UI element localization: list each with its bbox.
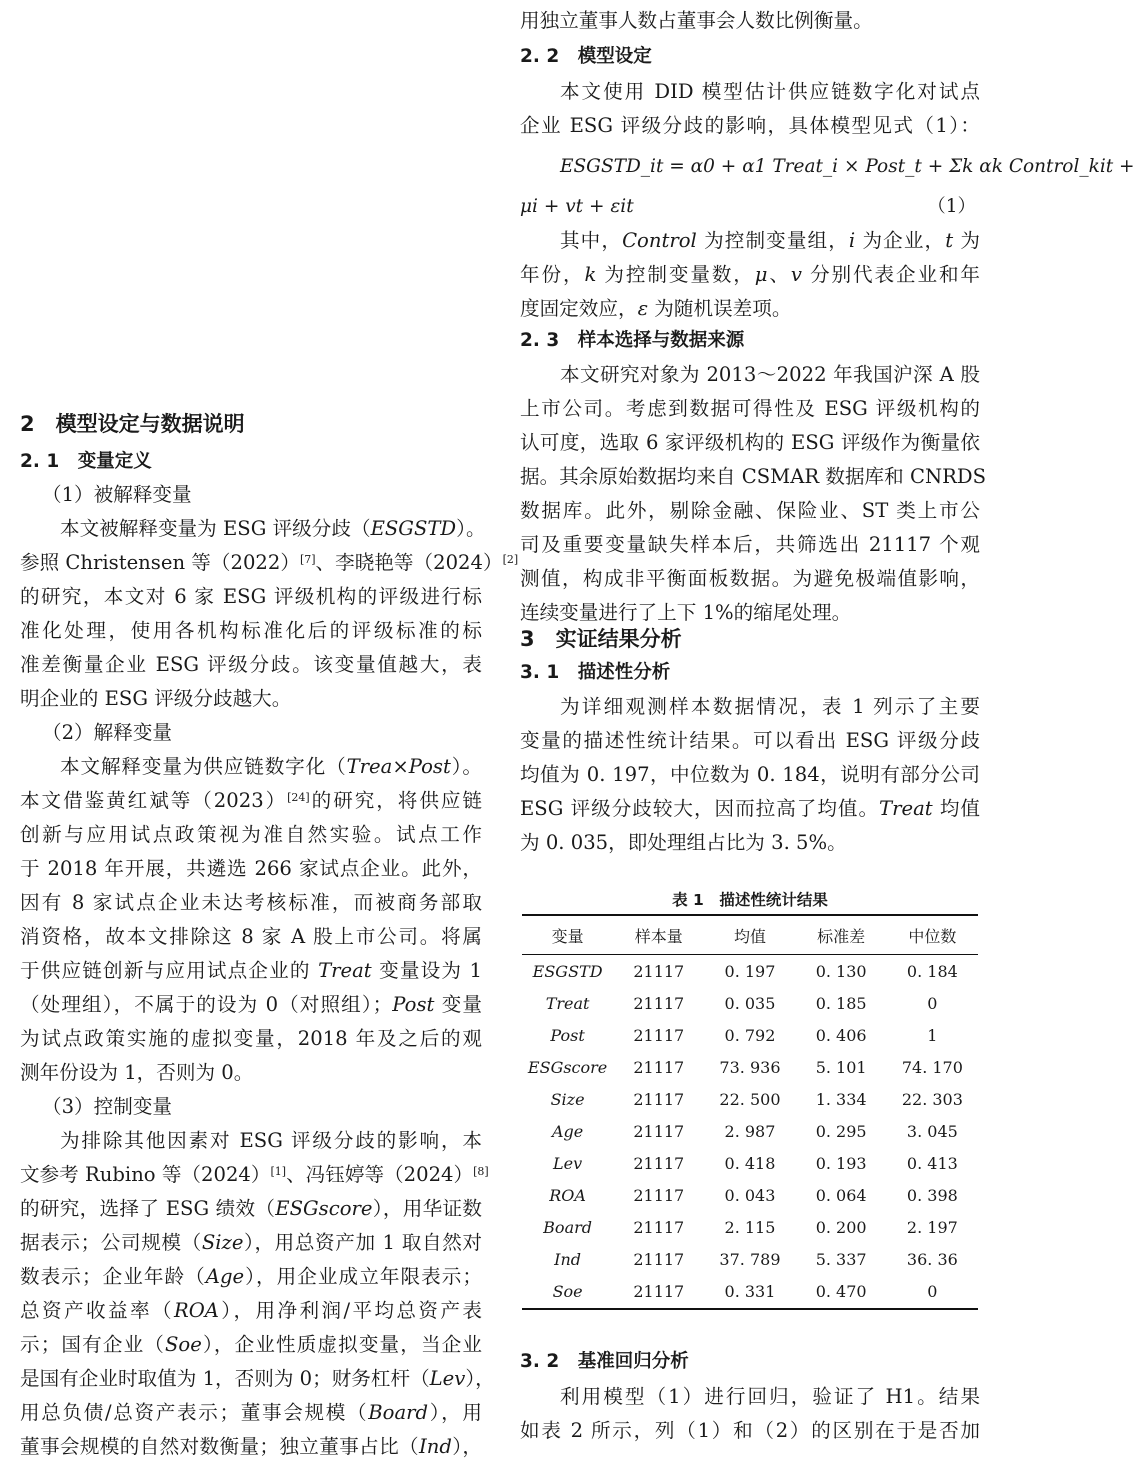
- table-cell: 2. 197: [906, 1218, 958, 1238]
- table-row: [522, 1212, 978, 1244]
- paragraph-line: 的研究，本文对 6 家 ESG 评级机构的评级进行标: [20, 585, 482, 608]
- table-cell: 21117: [633, 961, 685, 981]
- table-cell: 0. 043: [724, 1186, 776, 1206]
- table-cell: Post: [550, 1025, 585, 1045]
- table-row: [522, 1148, 978, 1180]
- table-header-cell: 样本量: [613, 915, 704, 955]
- table-cell: 2. 115: [724, 1218, 776, 1238]
- equation-line-2: μi + vt + εit （1）: [520, 190, 980, 224]
- subsection-2-3-title: 2. 3 样本选择与数据来源: [520, 330, 745, 351]
- citation-ref[interactable]: [1]: [270, 1165, 287, 1178]
- table-cell: 0. 130: [815, 961, 867, 981]
- table-row: [522, 1180, 978, 1212]
- paragraph-line: 准化处理，使用各机构标准化后的评级标准的标: [20, 619, 482, 642]
- table-cell: 0. 197: [724, 961, 776, 981]
- paragraph-line: 为详细观测样本数据情况，表 1 列示了主要: [560, 695, 980, 718]
- table-cell: 5. 337: [815, 1250, 867, 1270]
- paragraph-line: 为 0. 035，即处理组占比为 3. 5%。: [520, 831, 847, 854]
- table-cell: 2. 987: [724, 1122, 776, 1142]
- paragraph-line: 利用模型（1）进行回归，验证了 H1。结果: [560, 1385, 980, 1408]
- paragraph-line: 变量的描述性统计结果。可以看出 ESG 评级分歧: [520, 729, 980, 752]
- citation-ref[interactable]: [2]: [502, 553, 519, 566]
- table-row: [522, 1244, 978, 1276]
- table-cell: 5. 101: [815, 1057, 867, 1077]
- paragraph-line: 本文借鉴黄红斌等（2023）[24]的研究，将供应链: [20, 789, 482, 812]
- equation-number: （1）: [927, 196, 976, 217]
- table-cell: Size: [550, 1089, 585, 1109]
- table-cell: Lev: [553, 1154, 583, 1174]
- paragraph-line: 于 2018 年开展，共遴选 266 家试点企业。此外，: [20, 857, 482, 880]
- section-3-title: 3 实证结果分析: [520, 627, 682, 651]
- table-cell: Age: [551, 1122, 584, 1142]
- paragraph-line: 本文使用 DID 模型估计供应链数字化对试点: [560, 80, 980, 103]
- table-row: [522, 1019, 978, 1051]
- table-cell: ROA: [549, 1186, 586, 1206]
- table-header-cell: 标准差: [796, 915, 887, 955]
- table-cell: 1: [927, 1025, 938, 1045]
- paragraph-line: 用独立董事人数占董事会人数比例衡量。: [520, 9, 873, 32]
- table-cell: 21117: [633, 1250, 685, 1270]
- citation-ref[interactable]: [7]: [299, 553, 316, 566]
- table-cell: 3. 045: [906, 1122, 958, 1142]
- table-cell: ESGscore: [527, 1057, 608, 1077]
- table-row: [522, 1276, 978, 1309]
- table-cell: Ind: [554, 1250, 582, 1270]
- paragraph-line: 文参考 Rubino 等（2024）[1]、冯钰婷等（2024）[8]: [20, 1163, 489, 1186]
- table-cell: 21117: [633, 1154, 685, 1174]
- table-cell: 21117: [633, 1122, 685, 1142]
- table-cell: 22. 500: [719, 1089, 781, 1109]
- left-column: [20, 0, 519, 1464]
- table-cell: 0. 193: [815, 1154, 867, 1174]
- subsection-3-2-title: 3. 2 基准回归分析: [520, 1351, 689, 1372]
- paragraph-line: 据表示；公司规模（Size），用总资产加 1 取自然对: [20, 1231, 483, 1254]
- citation-ref[interactable]: [8]: [473, 1165, 489, 1178]
- paragraph-line: 度固定效应，ε 为随机误差项。: [520, 297, 792, 320]
- table-cell: Soe: [522, 1276, 613, 1309]
- paragraph-line: 测值，构成非平衡面板数据。为避免极端值影响，: [520, 567, 980, 590]
- table-cell: 21117: [633, 1025, 685, 1045]
- paragraph-line: 司及重要变量缺失样本后，共筛选出 21117 个观: [520, 533, 980, 556]
- table-cell: 22. 303: [901, 1089, 963, 1109]
- table-cell: 0. 398: [906, 1186, 958, 1206]
- table-cell: 1. 334: [815, 1089, 867, 1109]
- citation-ref[interactable]: [24]: [287, 791, 310, 804]
- paragraph-line: 用总负债/总资产表示；董事会规模（Board），用: [20, 1401, 482, 1424]
- paragraph-line: 数据库。此外，剔除金融、保险业、ST 类上市公: [520, 499, 980, 522]
- paragraph-line: 均值为 0. 197，中位数为 0. 184，说明有部分公司: [520, 763, 980, 786]
- table-cell: 74. 170: [901, 1057, 963, 1077]
- paragraph-line: 总资产收益率（ROA），用净利润/平均总资产表: [20, 1299, 482, 1322]
- table-row: [522, 1083, 978, 1115]
- paragraph-line: 本文研究对象为 2013～2022 年我国沪深 A 股: [560, 363, 980, 386]
- table-cell: 21117: [633, 1186, 685, 1206]
- table-cell: 0: [887, 1276, 978, 1309]
- paragraph-line: 本文被解释变量为 ESG 评级分歧（ESGSTD）。: [60, 517, 486, 540]
- subsection-2-1-title: 2. 1 变量定义: [20, 451, 152, 472]
- table-cell: 0. 418: [724, 1154, 776, 1174]
- paragraph-line: 其中，Control 为控制变量组，i 为企业，t 为: [560, 229, 981, 252]
- right-column: [520, 0, 1135, 1464]
- table-cell: 0. 200: [815, 1218, 867, 1238]
- table-cell: 21117: [633, 1218, 685, 1238]
- table-cell: 21117: [633, 1057, 685, 1077]
- paragraph-line: 创新与应用试点政策视为准自然实验。试点工作: [20, 823, 482, 846]
- table-cell: 0. 792: [724, 1025, 776, 1045]
- table-cell: 0. 413: [906, 1154, 958, 1174]
- table-cell: 73. 936: [719, 1057, 781, 1077]
- table-header-cell: 变量: [522, 915, 613, 955]
- paragraph-line: 本文解释变量为供应链数字化（Trea×Post）。: [60, 755, 483, 778]
- paragraph-line: 上市公司。考虑到数据可得性及 ESG 评级机构的: [520, 397, 980, 420]
- paragraph-line: 认可度，选取 6 家评级机构的 ESG 评级作为衡量依: [520, 431, 980, 454]
- paragraph-line: 企业 ESG 评级分歧的影响，具体模型见式（1）：: [520, 114, 980, 137]
- paragraph-line: 消资格，故本文排除这 8 家 A 股上市公司。将属: [20, 925, 482, 948]
- equation-line-1: ESGSTD_it = α0 + α1 Treat_i × Post_t + Σk αk Control_kit +: [560, 156, 1135, 177]
- table-cell: 0. 470: [796, 1276, 887, 1309]
- table-cell: 0. 295: [815, 1122, 867, 1142]
- paragraph-line: 为试点政策实施的虚拟变量，2018 年及之后的观: [20, 1027, 482, 1050]
- table-cell: 0. 331: [704, 1276, 795, 1309]
- subsection-2-2-title: 2. 2 模型设定: [520, 46, 652, 67]
- table-row: [522, 955, 978, 988]
- table-cell: 36. 36: [906, 1250, 958, 1270]
- paragraph-line: 参照 Christensen 等（2022）[7]、李晓艳等（2024）[2]: [20, 551, 519, 574]
- table-cell: Treat: [545, 993, 590, 1013]
- table-cell: 0. 185: [815, 993, 867, 1013]
- table-header-cell: 中位数: [887, 915, 978, 955]
- paragraph-line: 测年份设为 1，否则为 0。: [20, 1061, 254, 1084]
- paragraph-line: 年份，k 为控制变量数，μ、v 分别代表企业和年: [520, 263, 981, 286]
- table-header-cell: 均值: [704, 915, 795, 955]
- paragraph-line: 的研究，选择了 ESG 绩效（ESGscore），用华证数: [20, 1197, 482, 1220]
- table-cell: 21117: [613, 1276, 704, 1309]
- table-row: [522, 1115, 978, 1147]
- table-cell: Board: [543, 1218, 592, 1238]
- table-cell: 0. 406: [815, 1025, 867, 1045]
- table-cell: 21117: [633, 1089, 685, 1109]
- item-3-title: （3）控制变量: [42, 1095, 173, 1118]
- paragraph-line: 因有 8 家试点企业未达考核标准，而被商务部取: [20, 891, 482, 914]
- paragraph-line: （处理组），不属于的设为 0（对照组）；Post 变量: [20, 993, 482, 1016]
- table-row: [522, 987, 978, 1019]
- paragraph-line: 为排除其他因素对 ESG 评级分歧的影响，本: [60, 1129, 482, 1152]
- paragraph-line: 如表 2 所示，列（1）和（2）的区别在于是否加: [520, 1419, 980, 1442]
- table-cell: 0: [927, 993, 938, 1013]
- descriptive-stats-table: [522, 914, 978, 1310]
- table-cell: 0. 035: [724, 993, 776, 1013]
- table-row: [522, 1051, 978, 1083]
- paragraph-line: 连续变量进行了上下 1%的缩尾处理。: [520, 601, 852, 624]
- subsection-3-1-title: 3. 1 描述性分析: [520, 662, 671, 683]
- table-cell: ESGSTD: [532, 961, 603, 981]
- paragraph-line: 准差衡量企业 ESG 评级分歧。该变量值越大，表: [20, 653, 482, 676]
- paragraph-line: ESG 评级分歧较大，因而拉高了均值。Treat 均值: [520, 797, 980, 820]
- paragraph-line: 示；国有企业（Soe），企业性质虚拟变量，当企业: [20, 1333, 483, 1356]
- paragraph-line: 据。其余原始数据均来自 CSMAR 数据库和 CNRDS: [520, 465, 986, 488]
- section-2-title: 2 模型设定与数据说明: [20, 412, 245, 436]
- item-2-title: （2）解释变量: [42, 721, 173, 744]
- table-header-row: [522, 915, 978, 955]
- table-cell: 21117: [633, 993, 685, 1013]
- paragraph-line: 明企业的 ESG 评级分歧越大。: [20, 687, 292, 710]
- paragraph-line: 董事会规模的自然对数衡量；独立董事占比（Ind），: [20, 1435, 483, 1458]
- item-1-title: （1）被解释变量: [42, 483, 192, 506]
- paragraph-line: 数表示；企业年龄（Age），用企业成立年限表示；: [20, 1265, 483, 1288]
- table-cell: 37. 789: [719, 1250, 781, 1270]
- paragraph-line: 是国有企业时取值为 1，否则为 0；财务杠杆（Lev），: [20, 1367, 495, 1390]
- table-cell: 0. 184: [906, 961, 958, 981]
- table-cell: 0. 064: [815, 1186, 867, 1206]
- table-caption: 表 1 描述性统计结果: [672, 891, 828, 909]
- paragraph-line: 于供应链创新与应用试点企业的 Treat 变量设为 1: [20, 959, 482, 982]
